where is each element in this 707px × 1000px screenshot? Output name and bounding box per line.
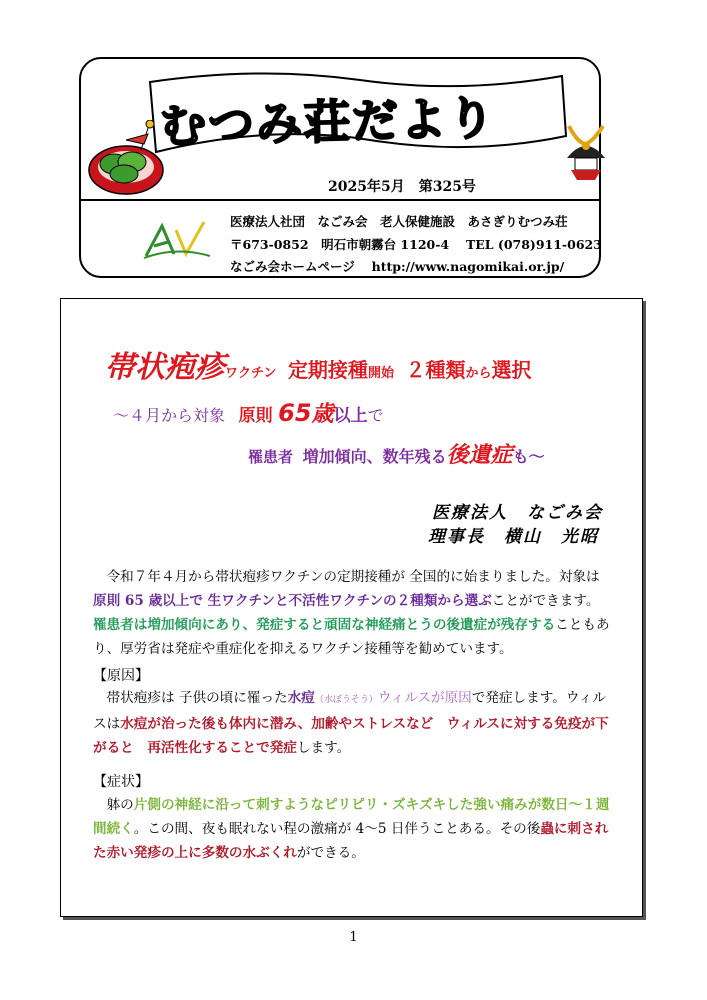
- masthead-title: むつみ荘だより: [159, 90, 497, 154]
- headline-two-types: ２種類: [405, 358, 466, 382]
- author-name: 理事長 横山 光昭: [428, 527, 599, 547]
- page-number: 1: [349, 930, 358, 945]
- intro-paragraph: [93, 565, 613, 661]
- symptom-text-3: ができる。: [296, 845, 365, 861]
- kashiwa-mochi-illustration: [86, 120, 168, 200]
- intro-highlight-age: 原則 65 歳以上で 生ワクチンと不活性ワクチンの２種類から選ぶ: [93, 593, 492, 609]
- subheadline-also: も～: [512, 447, 545, 466]
- cause-highlight-varicella: 水痘: [287, 690, 315, 706]
- symptom-highlight-blisters: 蟲に刺された赤い発疹の上に多数の水ぶくれ: [93, 821, 609, 861]
- subheadline-increase: 増加傾向、数年残る: [302, 447, 447, 466]
- subheadline-sequelae: 後遺症: [446, 443, 513, 468]
- cause-text-2: で発症します。ウィルスは: [93, 690, 606, 732]
- intro-highlight-sequelae: 罹患者は増加傾向にあり、発症すると頑固な神経痛とうの後遺症が残存する: [93, 617, 556, 633]
- cause-highlight-reactivation: 水痘が治った後も体内に潜み、加齢やストレスなど ウィルスに対する免疫が下がると 再活性化することで発症: [93, 716, 609, 756]
- headline-choose: 選択: [491, 358, 532, 382]
- symptom-text-2: 。この間、夜も眠れない程の激痛が 4～5 日伴うことある。その後: [133, 821, 541, 837]
- cause-highlight-virus: ウィルスが原因: [377, 690, 472, 706]
- subheadline-65: 65: [278, 399, 312, 427]
- headline-from: から: [465, 366, 492, 381]
- issue-number: 2025年5月 第325号: [328, 179, 476, 195]
- headline-start: 開始: [367, 366, 394, 381]
- subheadline-principle: 原則: [238, 406, 273, 426]
- symptom-text-1: 躰の: [93, 797, 134, 813]
- headline-routine: 定期接種: [287, 358, 368, 382]
- intro-text-1: 令和７年４月から帯状疱疹ワクチンの定期接種が 全国的に始まりました。対象は: [93, 569, 600, 585]
- headline: [105, 342, 532, 386]
- subheadline-2: [248, 438, 545, 469]
- intro-text-2: ことができます。: [491, 593, 600, 609]
- subheadline-de: で: [367, 406, 384, 425]
- intro-text-3: こともあり、厚労省は発症や重症化を抑えるワクチン接種等を勧めています。: [93, 617, 610, 657]
- subheadline: [113, 397, 384, 428]
- subheadline-patients: 罹患者: [248, 448, 294, 466]
- cause-reading: （水ぼうそう）: [314, 695, 378, 705]
- homepage-link[interactable]: なごみ会ホームページ http://www.nagomikai.or.jp/: [230, 259, 565, 274]
- cause-text-1: 帯状疱疹は 子供の頃に罹った: [93, 690, 288, 706]
- subheadline-age: 歳: [311, 402, 334, 427]
- address-line: 〒673-0852 明石市朝霧台 1120-4 TEL (078)911-0623: [230, 237, 602, 252]
- headline-shingles: 帯状疱疹: [105, 350, 225, 385]
- kabuto-helmet-illustration: [563, 120, 609, 182]
- cause-text-3: します。: [296, 740, 351, 756]
- symptom-heading: 【症状】: [93, 774, 149, 790]
- subheadline-target: ～４月から対象: [113, 406, 226, 425]
- symptom-paragraph: [93, 793, 613, 865]
- cause-heading: 【原因】: [93, 668, 149, 684]
- headline-vaccine: ワクチン: [225, 366, 277, 381]
- av-logo: [140, 216, 214, 262]
- cause-paragraph: [93, 686, 613, 760]
- symptom-highlight-pain: 片側の神経に沿って刺すようなピリピリ・ズキズキした強い痛みが数日～１週間続く: [93, 797, 610, 837]
- org-name: 医療法人社団 なごみ会 老人保健施設 あさぎりむつみ荘: [230, 214, 568, 229]
- author-org: 医療法人 なごみ会: [432, 503, 603, 523]
- subheadline-over: 以上: [333, 406, 368, 426]
